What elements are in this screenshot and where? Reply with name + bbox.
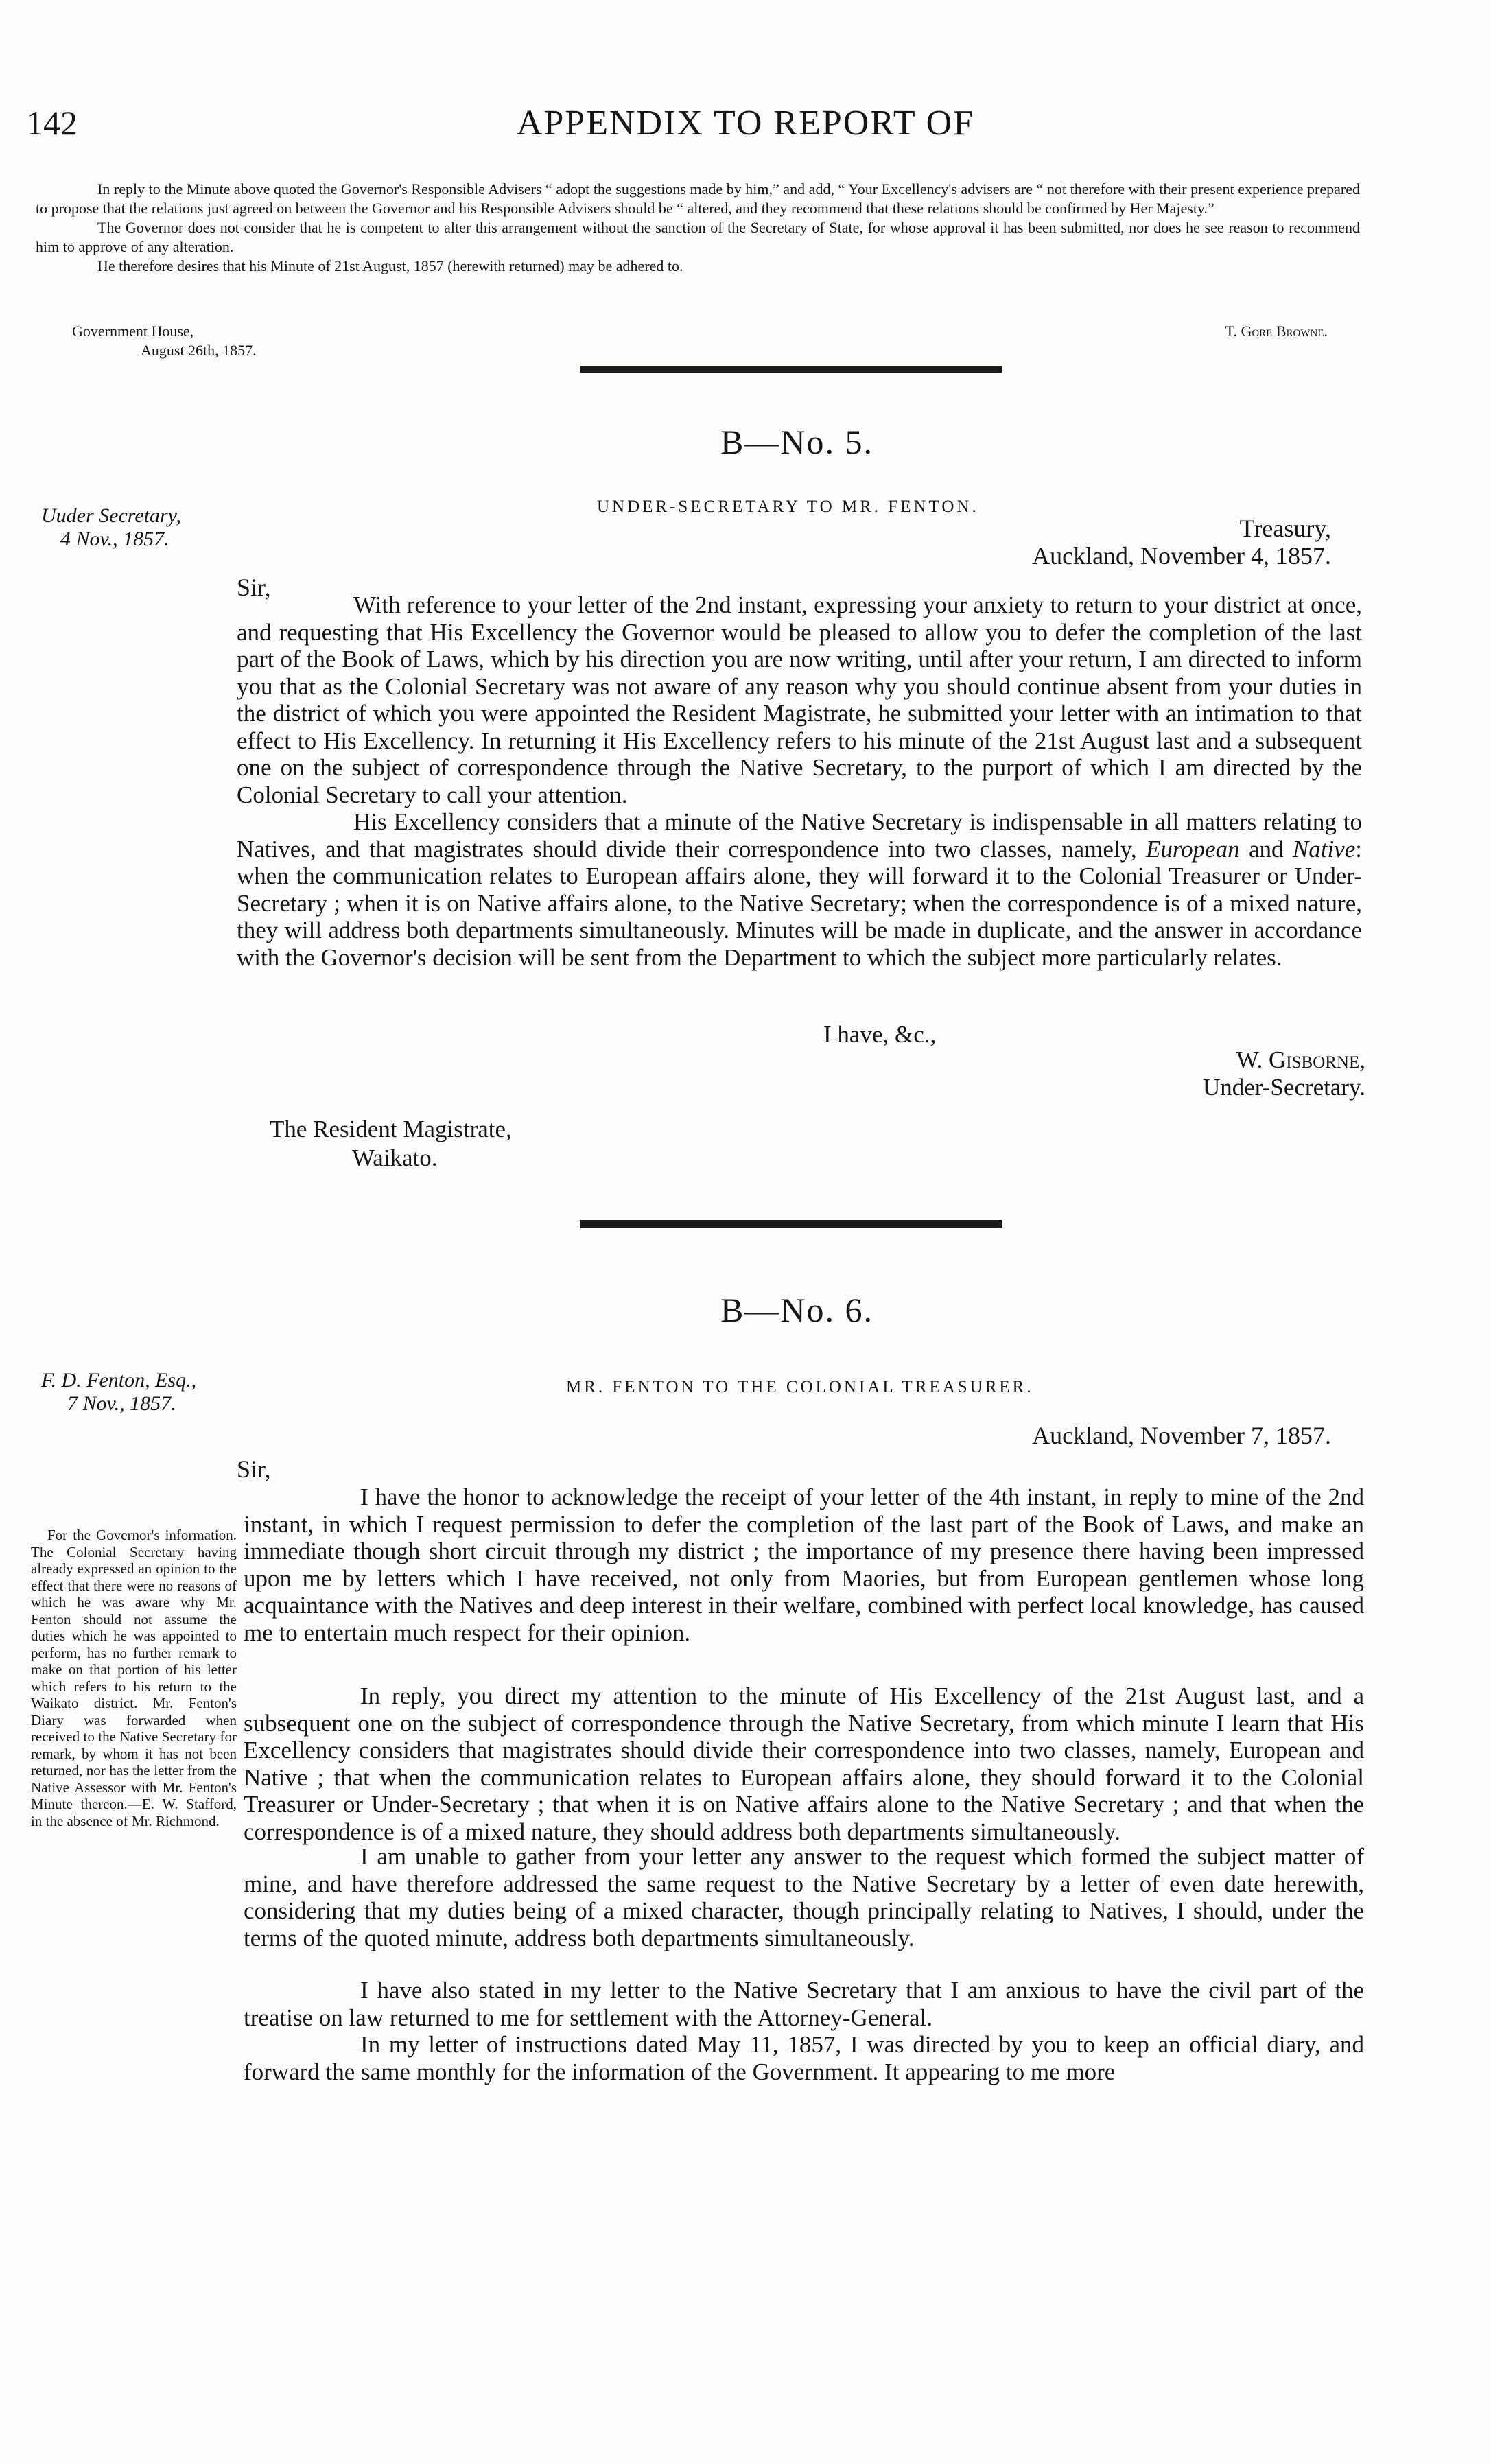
signature-title: Under-Secretary. xyxy=(1202,1074,1365,1101)
letter-body xyxy=(244,2031,1364,2085)
letter-body xyxy=(244,1483,1364,1646)
letter-place-date xyxy=(892,515,1331,570)
intro-minute xyxy=(36,180,1360,276)
body-paragraph: In my letter of instructions dated May 11, 1857, I was directed by you to keep an official diary, and forward the same monthly for the information of the Government. It appearing to me more xyxy=(244,2031,1364,2085)
intro-paragraph: The Governor does not consider that he is competent to alter this arrangement without the sanction of the Secretary of State, for whose approval it has been submitted, nor does he see reason to recommend him to approve of any alteration. xyxy=(36,219,1360,255)
section-divider xyxy=(580,366,1002,373)
body-paragraph: I am unable to gather from your letter any answer to the request which formed the subject matter of mine, and have therefore addressed the same request to the Native Secretary by a letter of even date herewith, considering that my duties being of a mixed character, though principally relating to Natives, I should, under the terms of the quoted minute, address both departments simultaneously. xyxy=(244,1843,1364,1951)
page-number: 142 xyxy=(26,104,78,142)
letter-date: Auckland, November 7, 1857. xyxy=(1032,1422,1331,1449)
intro-paragraph: He therefore desires that his Minute of 21st August, 1857 (herewith returned) may be adhered to. xyxy=(97,257,683,274)
body-paragraph: His Excellency considers that a minute of the Native Secretary is indispensable in all matters relating to Natives, and that magistrates should divide their correspondence into two classes, namely, European and Native: when the communication relates to European affairs alone, they will forward it to the Colonial Treasurer or Under-Secretary ; when it is on Native affairs alone, to the Native Secretary; when the correspondence is of a mixed nature, they will address both departments simultaneously. Minutes will be made in duplicate, and the answer in accordance with the Governor's decision will be sent from the Department to which the subject more particularly relates. xyxy=(237,808,1362,971)
letter-date: Auckland, November 4, 1857. xyxy=(1032,542,1331,570)
intro-signatory: T. Gore Browne. xyxy=(1225,322,1328,340)
letter-subheading: MR. FENTON TO THE COLONIAL TREASURER. xyxy=(566,1378,1034,1396)
intro-date: August 26th, 1857. xyxy=(141,342,257,359)
signature-name: W. Gisborne, xyxy=(1236,1046,1365,1073)
intro-location: Government House, xyxy=(72,322,194,340)
closing-line: I have, &c., xyxy=(823,1021,937,1048)
side-note-line: Uuder Secretary, xyxy=(41,504,181,527)
letter-place: Treasury, xyxy=(1239,515,1331,542)
section-divider xyxy=(580,1220,1002,1228)
document-heading: B—No. 6. xyxy=(720,1291,873,1329)
letter-body xyxy=(244,1843,1364,1951)
side-note xyxy=(41,504,181,551)
salutation: Sir, xyxy=(237,1455,271,1483)
signature-block xyxy=(995,1046,1365,1101)
addressee-line: The Resident Magistrate, xyxy=(270,1116,512,1142)
letter-subheading: UNDER-SECRETARY TO MR. FENTON. xyxy=(597,497,979,516)
marginal-note xyxy=(31,1527,237,1829)
running-title: APPENDIX TO REPORT OF xyxy=(516,104,975,143)
intro-paragraph: In reply to the Minute above quoted the Governor's Responsible Advisers “ adopt the suggestions made by him,” and add, “ Your Excellency's advisers are “ not therefore with their present experience prepared to propose that the relations just agreed on between the Governor and his Responsible Advisers should be “ altered, and they recommend that these relations should be confirmed by Her Majesty.” xyxy=(36,180,1360,217)
letter-body xyxy=(237,591,1362,971)
side-note-line: F. D. Fenton, Esq., xyxy=(41,1369,197,1392)
body-paragraph: I have the honor to acknowledge the receipt of your letter of the 4th instant, in reply to mine of the 2nd instant, in which I request permission to defer the completion of the last part of the Book of Laws, and make an immediate though short circuit through my district ; the importance of my presence there having been impressed upon me by letters which I have received, not only from Maories, but from European gentlemen whose long acquaintance with the Natives and deep interest in their welfare, combined with perfect local knowledge, has caused me to entertain much respect for their opinion. xyxy=(244,1483,1364,1646)
body-paragraph: With reference to your letter of the 2nd instant, expressing your anxiety to return to your district at once, and requesting that His Excellency the Governor would be pleased to allow you to defer the completion of the last part of the Book of Laws, which by his direction you are now writing, until after your return, I am directed to inform you that as the Colonial Secretary was not aware of any reason why you should continue absent from your duties in the district of which you were appointed the Resident Magistrate, he submitted your letter with an intimation to that effect to His Excellency. In returning it His Excellency refers to his minute of the 21st August last and a subsequent one on the subject of correspondence through the Native Secretary, to the purport of which I am directed by the Colonial Secretary to call your attention. xyxy=(237,591,1362,808)
intro-signature-row xyxy=(72,322,1328,340)
side-note xyxy=(41,1369,196,1416)
marginal-note-text: For the Governor's information. The Colonial Secretary having already expressed an opinion to the effect that there were no reasons of which he was aware why Mr. Fenton should not assume the duties which he was appointed to perform, has no further remark to make on that portion of his letter which refers to his return to the Waikato district. Mr. Fenton's Diary was forwarded when received to the Native Secretary for remark, by whom it has not been returned, nor has the letter from the Native Assessor with Mr. Fenton's Minute thereon.—E. W. Stafford, in the absence of Mr. Richmond. xyxy=(31,1527,237,1829)
side-note-line: 4 Nov., 1857. xyxy=(60,528,169,550)
addressee xyxy=(270,1115,512,1173)
body-paragraph: In reply, you direct my attention to the minute of His Excellency of the 21st August last, and a subsequent one on the subject of correspondence through the Native Secretary, from which minute I learn that His Excellency considers that magistrates should divide their correspondence into two classes, namely, European and Native ; that when the communication relates to European affairs alone, they should forward it to the Colonial Treasurer or Under-Secretary ; that when it is on Native affairs alone to the Native Secretary ; and that when the correspondence is of a mixed nature, they should address both departments simultaneously. xyxy=(244,1682,1364,1845)
side-note-line: 7 Nov., 1857. xyxy=(67,1392,176,1415)
document-heading: B—No. 5. xyxy=(720,423,873,461)
addressee-line: Waikato. xyxy=(352,1145,438,1171)
salutation: Sir, xyxy=(237,574,271,601)
letter-body xyxy=(244,1977,1364,2031)
body-paragraph: I have also stated in my letter to the Native Secretary that I am anxious to have the civil part of the treatise on law returned to me for settlement with the Attorney-General. xyxy=(244,1977,1364,2031)
letter-body xyxy=(244,1682,1364,1845)
